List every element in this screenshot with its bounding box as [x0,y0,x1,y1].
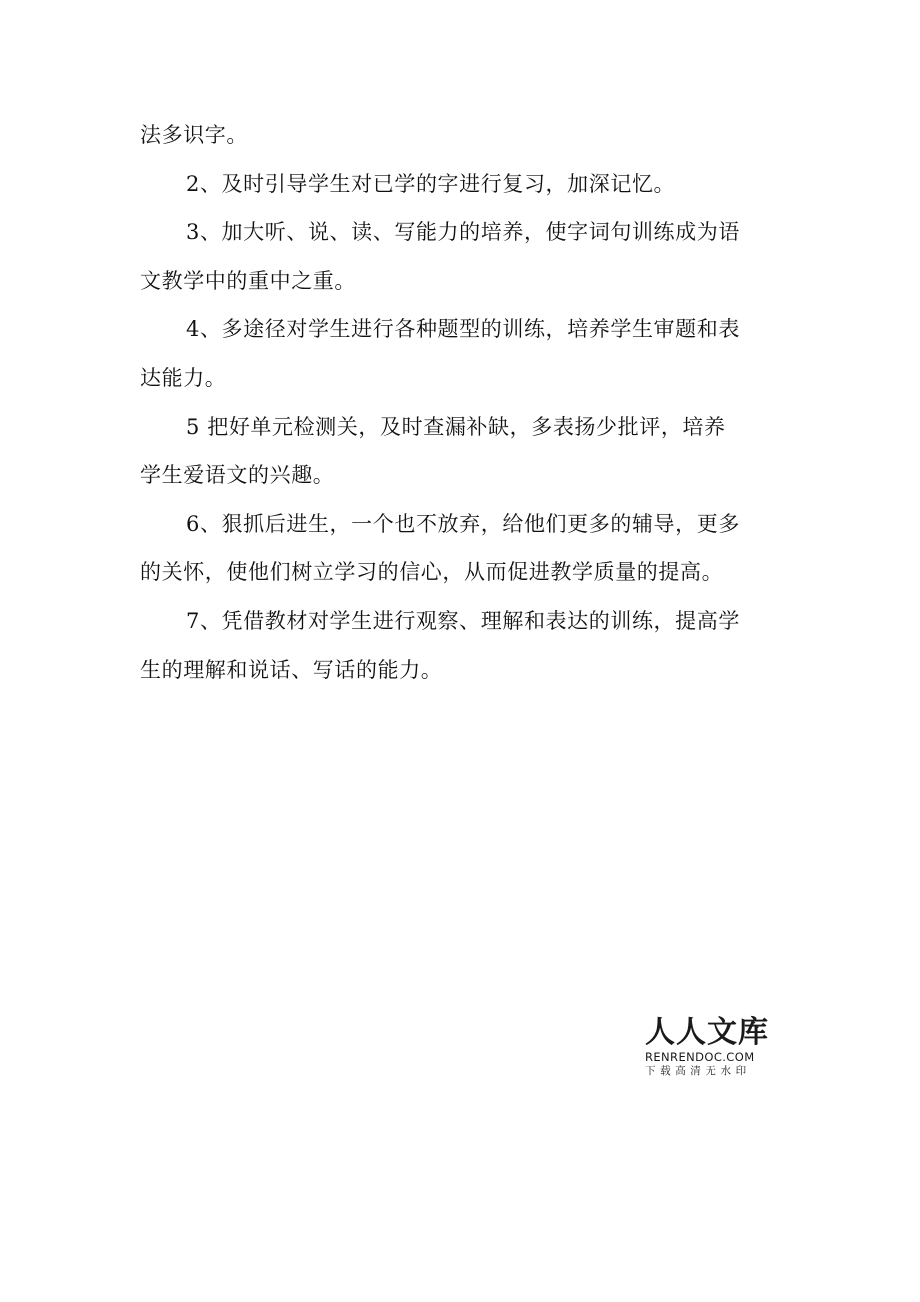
text-line: 3、加大听、说、读、写能力的培养，使字词句训练成为语 [186,220,740,245]
text-line: 4、多途径对学生进行各种题型的训练，培养学生审题和表 [186,317,740,342]
text-line: 达能力。 [140,365,227,390]
text-line: 生的理解和说话、写话的能力。 [140,657,443,682]
watermark-domain: RENRENDOC.COM [645,1050,755,1064]
document-body [140,116,780,699]
text-line: 法多识字。 [140,123,248,147]
watermark-logo [645,1016,773,1078]
text-line: 6、狠抓后进生，一个也不放弃，给他们更多的辅导，更多 [186,511,740,536]
text-line: 文教学中的重中之重。 [140,268,356,293]
text-line: 学生爱语文的兴趣。 [140,463,335,488]
text-line: 的关怀，使他们树立学习的信心，从而促进教学质量的提高。 [140,560,724,585]
watermark-title: 人人文库 [645,1015,769,1050]
watermark-subtitle: 下载高清无水印 [645,1065,751,1077]
text-line: 7、凭借教材对学生进行观察、理解和表达的训练，提高学 [186,608,740,633]
text-line: 5 把好单元检测关，及时查漏补缺，多表扬少批评，培养 [186,414,726,439]
text-line: 2、及时引导学生对已学的字进行复习，加深记忆。 [186,171,676,196]
